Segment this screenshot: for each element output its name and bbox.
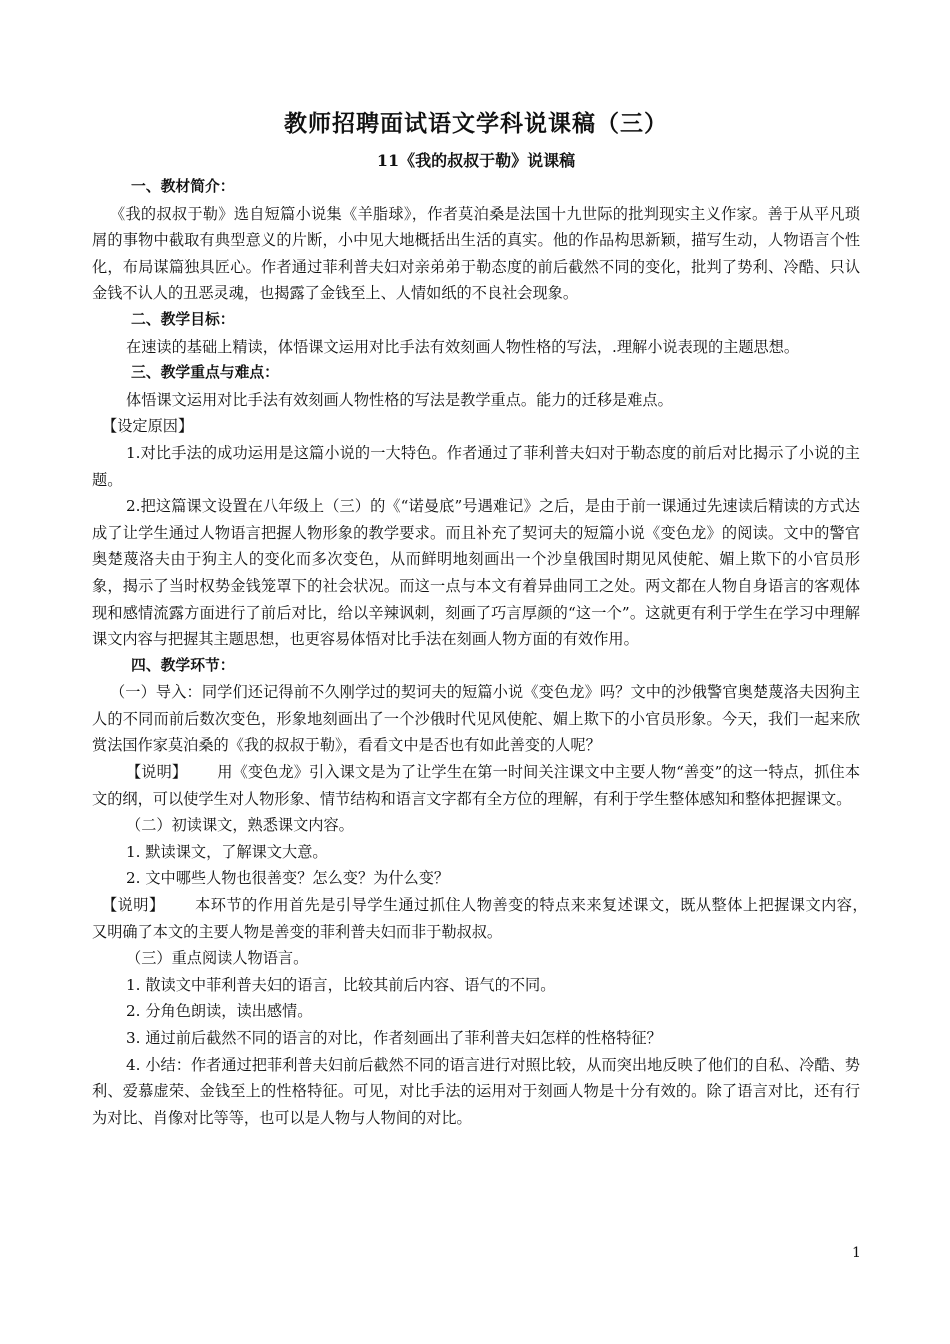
section-heading-goals: 二、教学目标： bbox=[131, 310, 235, 328]
section-heading-textbook: 一、教材简介： bbox=[131, 178, 235, 195]
paragraph-step-1-intro: （一）导入：同学们还记得前不久刚学过的契诃夫的短篇小说《变色龙》吗？文中的沙俄警官奥楚蔑洛夫因狗主人的不同而前后数次变色，形象地刻画出了一个沙俄时代见风使舵、媚上欺下的小官员形象。今天，我们一起来欣赏法国作家莫泊桑的《我的叔叔于勒》，看看文中是否也有如此善变的人呢？ bbox=[92, 683, 860, 755]
document-title: 教师招聘面试语文学科说课稿（三） bbox=[284, 111, 668, 137]
paragraph-reason-1: 1.对比手法的成功运用是这篇小说的一大特色。作者通过了菲利普夫妇对于勒态度的前后对比揭示了小说的主题。 bbox=[92, 443, 860, 489]
page-number: 1 bbox=[852, 1245, 861, 1261]
section-heading-focus: 三、教学重点与难点： bbox=[131, 364, 279, 382]
document-page bbox=[92, 106, 876, 1131]
section-heading-steps: 四、教学环节： bbox=[131, 656, 235, 674]
note-2-label: 【说明】 bbox=[102, 896, 165, 915]
paragraph-step-3: （三）重点阅读人物语言。 bbox=[126, 949, 309, 968]
list-item-step-3-3: 3. 通过前后截然不同的语言的对比，作者刻画出了菲利普夫妇怎样的性格特征？ bbox=[126, 1029, 662, 1047]
list-item-step-3-4: 4. 小结：作者通过把菲利普夫妇前后截然不同的语言进行对照比较，从而突出地反映了他们的自私、冷酷、势利、爱慕虚荣、金钱至上的性格特征。可见，对比手法的运用对于刻画人物是十分有效的。除了语言对比，还有行为对比、肖像对比等等，也可以是人物与人物间的对比。 bbox=[92, 1055, 860, 1127]
document-body bbox=[92, 174, 876, 1131]
reason-label: 【设定原因】 bbox=[102, 417, 194, 436]
note-1-label: 【说明】 bbox=[126, 763, 188, 782]
paragraph-step-2: （二）初读课文，熟悉课文内容。 bbox=[126, 816, 354, 835]
paragraph-reason-2: 2.把这篇课文设置在八年级上（三）的《“诺曼底”号遇难记》之后，是由于前一课通过先速读后精读的方式达成了让学生通过人物语言把握人物形象的教学要求。而且补充了契诃夫的短篇小说《变色龙》的阅读。文中的警官奥楚蔑洛夫由于狗主人的变化而多次变色，从而鲜明地刻画出一个沙皇俄国时期见风使舵、媚上欺下的小官员形象，揭示了当时权势金钱笼罩下的社会状况。而这一点与本文有着异曲同工之处。两文都在人物自身语言的客观体现和感情流露方面进行了前后对比，给以辛辣讽刺，刻画了巧言厚颜的“这一个”。这就更有利于学生在学习中理解课文内容与把握其主题思想，也更容易体悟对比手法在刻画人物方面的有效作用。 bbox=[92, 497, 860, 649]
list-item-step-2-2: 2. 文中哪些人物也很善变？怎么变？为什么变？ bbox=[126, 869, 450, 888]
note-2-text: 本环节的作用首先是引导学生通过抓住人物善变的特点来来复述课文，既从整体上把握课文内容， 又明确了本文的主要人物是善变的菲利普夫妇而非于勒叔叔。 bbox=[92, 896, 876, 941]
note-1 bbox=[92, 759, 860, 812]
list-item-step-2-1: 1. 默读课文，了解课文大意。 bbox=[126, 842, 328, 861]
list-item-step-3-2: 2. 分角色朗读，读出感情。 bbox=[126, 1002, 313, 1021]
note-1-text: 用《变色龙》引入课文是为了让学生在第一时间关注课文中主要人物“善变”的这一特点，抓住本文的纲，可以使学生对人物形象、情节结构和语言文字都有全方位的理解，有利于学生整体感知和整体把握课文。 bbox=[92, 763, 861, 808]
paragraph-focus: 体悟课文运用对比手法有效刻画人物性格的写法是教学重点。能力的迁移是难点。 bbox=[126, 390, 673, 409]
paragraph-goals: 在速读的基础上精读，体悟课文运用对比手法有效刻画人物性格的写法，.理解小说表现的主题思想。 bbox=[126, 337, 800, 356]
document-subtitle: 11《我的叔叔于勒》说课稿 bbox=[376, 151, 576, 170]
paragraph-textbook-intro: 《我的叔叔于勒》选自短篇小说集《羊脂球》，作者莫泊桑是法国十九世际的批判现实主义作家。善于从平凡琐屑的事物中截取有典型意义的片断，小中见大地概括出生活的真实。他的作品构思新颖，描写生动，人物语言个性化，布局谋篇独具匠心。作者通过菲利普夫妇对亲弟弟于勒态度的前后截然不同的变化，批判了势利、冷酷、只认金钱不认人的丑恶灵魂，也揭露了金钱至上、人情如纸的不良社会现象。 bbox=[92, 204, 860, 303]
note-2 bbox=[92, 892, 876, 945]
list-item-step-3-1: 1. 散读文中菲利普夫妇的语言，比较其前后内容、语气的不同。 bbox=[126, 975, 556, 994]
